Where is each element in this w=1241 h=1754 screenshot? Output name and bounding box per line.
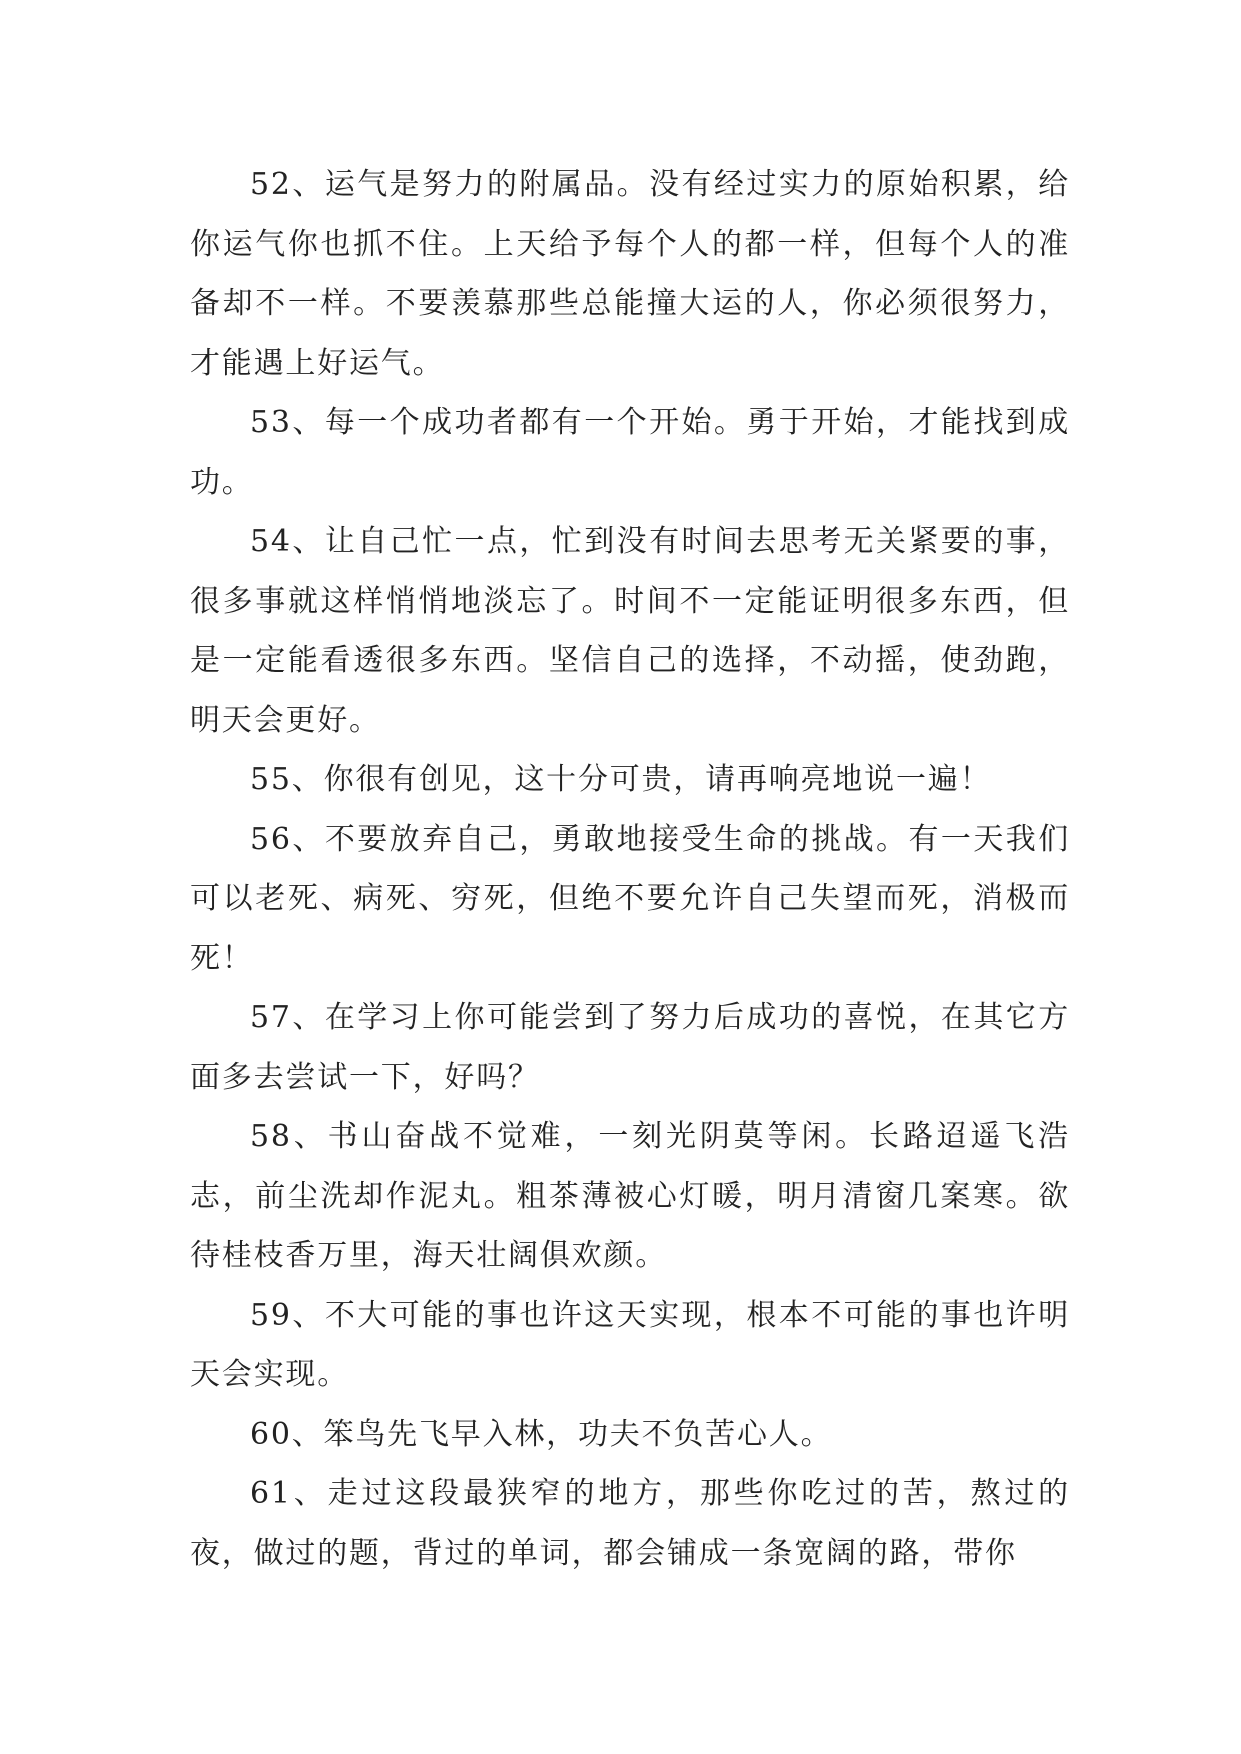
paragraph-59: 59、不大可能的事也许这天实现，根本不可能的事也许明天会实现。 — [190, 1297, 1070, 1392]
paragraph-52: 52、运气是努力的附属品。没有经过实力的原始积累，给你运气你也抓不住。上天给予每个人的都一样，但每个人的准备却不一样。不要羡慕那些总能撞大运的人，你必须很努力，才能遇上好运气。 — [190, 167, 1070, 381]
paragraph-54: 54、让自己忙一点，忙到没有时间去思考无关紧要的事，很多事就这样悄悄地淡忘了。时间不一定能证明很多东西，但是一定能看透很多东西。坚信自己的选择，不动摇，使劲跑，明天会更好。 — [190, 524, 1070, 738]
paragraph-61: 61、走过这段最狭窄的地方，那些你吃过的苦，熬过的夜，做过的题，背过的单词，都会铺成一条宽阔的路，带你 — [190, 1476, 1070, 1571]
paragraph-55: 55、你很有创见，这十分可贵，请再响亮地说一遍！ — [250, 762, 992, 797]
paragraph-58: 58、书山奋战不觉难，一刻光阴莫等闲。长路迢遥飞浩志，前尘洗却作泥丸。粗茶薄被心灯暖，明月清窗几案寒。欲待桂枝香万里，海天壮阔俱欢颜。 — [190, 1119, 1070, 1273]
paragraph-56: 56、不要放弃自己，勇敢地接受生命的挑战。有一天我们可以老死、病死、穷死，但绝不要允许自己失望而死，消极而死！ — [190, 821, 1070, 976]
paragraph-53: 53、每一个成功者都有一个开始。勇于开始，才能找到成功。 — [190, 405, 1070, 500]
paragraph-57: 57、在学习上你可能尝到了努力后成功的喜悦，在其它方面多去尝试一下，好吗？ — [190, 1000, 1070, 1095]
document-body — [190, 155, 1070, 1583]
paragraph-60: 60、笨鸟先飞早入林，功夫不负苦心人。 — [250, 1416, 833, 1452]
